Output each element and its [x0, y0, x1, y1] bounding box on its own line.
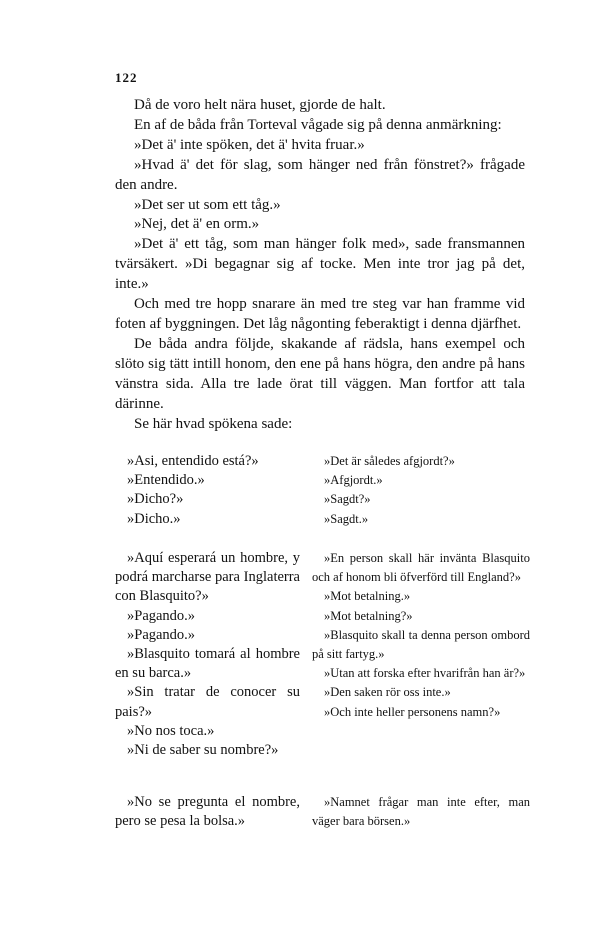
spanish-column [115, 452, 300, 529]
spanish-line: »Pagando.» [127, 626, 196, 643]
swedish-line: »Mot betalning?» [324, 608, 413, 623]
spanish-line: »Asi, entendido está?» [127, 453, 259, 469]
swedish-line: »Utan att forska efter hvarifrån han är?» [324, 666, 526, 681]
paragraph: De båda andra följde, skakande af rädsla, hans exempel och slöto sig tätt intill honom, den ene på hans högra, den andre på hans vänstra sida. Alla tre lade örat till väggen. Man fortfor att tala därinne. [115, 335, 525, 412]
spanish-line: »Ni de saber su nombre?» [127, 742, 279, 759]
swedish-column [312, 793, 530, 831]
spanish-line: »Blasquito tomará al hombre en su barca.» [115, 646, 300, 682]
dialogue-block-1 [115, 452, 530, 529]
swedish-line: »Den saken rör oss inte.» [324, 685, 451, 700]
paragraph: »Nej, det ä' en orm.» [134, 216, 260, 233]
swedish-line: »Och inte heller personens namn?» [324, 704, 501, 719]
swedish-column [312, 549, 530, 760]
swedish-line: »Det är således afgjordt?» [324, 454, 455, 468]
paragraph: »Det ser ut som ett tåg.» [134, 196, 281, 213]
dialogue-block-2 [115, 549, 530, 760]
swedish-line: »Sagdt.» [324, 511, 369, 526]
spanish-line: »Entendido.» [127, 472, 205, 489]
dialogue-block-3 [115, 793, 530, 831]
swedish-line: »Namnet frågar man inte efter, man väger bara börsen.» [312, 795, 530, 829]
spanish-line: »Aquí esperará un hombre, y podrá marcharse para Inglaterra con Blasquito?» [115, 550, 300, 605]
spanish-line: »Dicho?» [127, 491, 184, 508]
swedish-line: »En person skall här invänta Blasquito och af honom bli öfverförd till England?» [312, 551, 530, 585]
paragraph: »Hvad ä' det för slag, som hänger ned från fönstret?» frågade den andre. [115, 156, 525, 193]
page-number: 122 [115, 70, 138, 85]
paragraph: En af de båda från Torteval vågade sig på denna anmärkning: [134, 116, 502, 133]
spanish-line: »Dicho.» [127, 510, 181, 527]
swedish-column [312, 452, 530, 529]
spanish-column [115, 549, 300, 760]
swedish-line: »Sagdt?» [324, 492, 371, 507]
spanish-line: »Pagando.» [127, 607, 196, 624]
narrative-text [115, 96, 525, 434]
spanish-column [115, 793, 300, 831]
swedish-line: »Mot betalning.» [324, 589, 411, 604]
swedish-line: »Afgjordt.» [324, 473, 383, 488]
paragraph: Och med tre hopp snarare än med tre steg var han framme vid foten af byggningen. Det låg någonting feberaktigt i denna djärfhet. [115, 296, 525, 332]
paragraph: »Det ä' ett tåg, som man hänger folk med», sade fransmannen tvärsäkert. »Di begagnar sig af tocke. Men inte tror jag på det, inte.» [115, 236, 525, 293]
spanish-line: »Sin tratar de conocer su pais?» [115, 684, 300, 720]
swedish-line: »Blasquito skall ta denna person ombord på sitt fartyg.» [312, 627, 530, 662]
paragraph: Se här hvad spökena sade: [134, 415, 293, 432]
spanish-line: »No nos toca.» [127, 722, 215, 739]
spanish-line: »No se pregunta el nombre, pero se pesa la bolsa.» [115, 794, 300, 830]
paragraph: »Det ä' inte spöken, det ä' hvita fruar.» [134, 136, 365, 153]
paragraph: Då de voro helt nära huset, gjorde de halt. [134, 97, 386, 113]
